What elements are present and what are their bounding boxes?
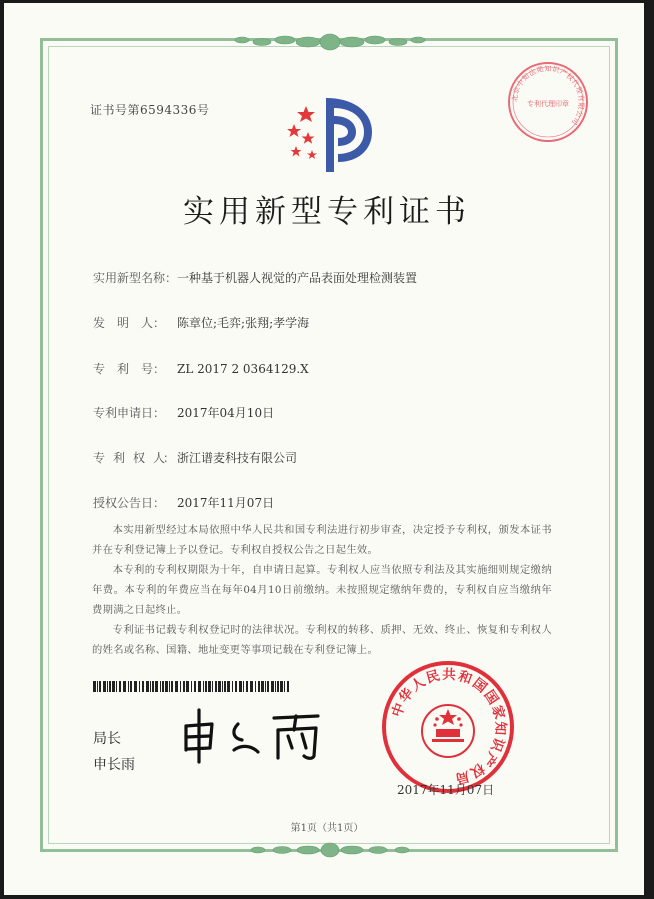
- barcode-bar: [194, 681, 196, 692]
- barcode-bar: [93, 681, 96, 692]
- barcode-bar: [255, 681, 256, 692]
- barcode-bar: [284, 681, 285, 692]
- svg-text:中华人民共和国国家知识产权局: [388, 667, 509, 787]
- certificate-number: 证书号第6594336号: [90, 103, 210, 117]
- barcode-bar: [243, 681, 244, 692]
- field-label: 专 利 权 人：: [93, 451, 174, 465]
- agent-stamp: [506, 60, 590, 144]
- barcode-bar: [215, 681, 217, 692]
- barcode-bar: [222, 681, 223, 692]
- seal-date: 2017年11月07日: [397, 783, 495, 797]
- barcode-bar: [261, 681, 264, 692]
- barcode-bar: [246, 681, 248, 692]
- field-utility-model-name: [93, 269, 417, 286]
- field-application-date: [93, 404, 274, 421]
- barcode-bar: [198, 681, 201, 692]
- barcode-bar: [175, 681, 178, 692]
- barcode-bar: [139, 681, 140, 692]
- barcode-bar: [171, 681, 173, 692]
- barcode-bar: [250, 681, 253, 692]
- barcode-bar: [280, 681, 283, 692]
- barcode-bar: [169, 681, 170, 692]
- official-seal: [380, 659, 516, 795]
- field-label: 专利申请日：: [93, 406, 166, 420]
- barcode-bar: [162, 681, 164, 692]
- field-label: 实用新型名称：: [93, 271, 178, 285]
- barcode-bar: [109, 681, 111, 692]
- barcode-bar: [218, 681, 221, 692]
- barcode-bar: [287, 681, 289, 692]
- barcode-bar: [186, 681, 189, 692]
- field-inventors: [93, 314, 309, 331]
- barcode-bar: [191, 681, 192, 692]
- field-patentee: [93, 449, 297, 466]
- barcode-bar: [239, 681, 242, 692]
- barcode-bar: [97, 681, 98, 692]
- barcode-bar: [265, 681, 266, 692]
- signatory-title: 局长: [93, 731, 121, 747]
- barcode-bar: [150, 681, 151, 692]
- field-value: 2017年04月10日: [177, 406, 275, 420]
- floral-ornament-top: [230, 28, 430, 56]
- barcode-bar: [128, 681, 129, 692]
- barcode-bar: [227, 681, 230, 692]
- barcode-bar: [224, 681, 226, 692]
- barcode-bar: [130, 681, 132, 692]
- seal-ring-text: 中华人民共和国国家知识产权局: [388, 666, 509, 787]
- barcode-bar: [275, 681, 276, 692]
- barcode-bar: [123, 681, 126, 692]
- body-paragraph-3: 专利证书记载专利权登记时的法律状况。专利权的转移、质押、无效、终止、恢复和专利权人的姓名或名称、国籍、地址变更等事项记载在专利登记簿上。: [92, 624, 552, 656]
- field-value: 陈章位;毛弈;张翔;孝学海: [177, 316, 310, 330]
- barcode-bar: [208, 681, 211, 692]
- national-emblem-icon: [422, 705, 474, 757]
- barcode-bar: [112, 681, 115, 692]
- barcode-bar: [180, 681, 181, 692]
- barcode-bar: [212, 681, 213, 692]
- barcode-bar: [271, 681, 274, 692]
- field-label: 发 明 人：: [93, 316, 166, 330]
- barcode-bar: [235, 681, 237, 692]
- barcode-bar: [155, 681, 158, 692]
- body-paragraph-1: 本实用新型经过本局依照中华人民共和国专利法进行初步审查，决定授予专利权，颁发本证书并在专利登记簿上予以登记。专利权自授权公告之日起生效。: [92, 524, 552, 556]
- barcode-bar: [116, 681, 117, 692]
- barcode-bar: [267, 681, 269, 692]
- barcode: [93, 681, 293, 692]
- signatory-name: 申长雨: [93, 757, 135, 773]
- field-patent-number: [93, 360, 309, 377]
- barcode-bar: [119, 681, 121, 692]
- barcode-bar: [165, 681, 168, 692]
- barcode-bar: [232, 681, 233, 692]
- floral-ornament-bottom: [230, 838, 430, 862]
- field-value: ZL 2017 2 0364129.X: [177, 362, 309, 376]
- body-paragraph-2: 本专利的专利权期限为十年，自申请日起算。专利权人应当依照专利法及其实施细则规定缴纳年费。本专利的年费应当在每年04月10日前缴纳。未按照规定缴纳年费的，专利权自应当缴纳年费期满之日起终止。: [92, 564, 552, 616]
- page-footer: 第1页（共1页）: [290, 823, 364, 834]
- barcode-bar: [146, 681, 149, 692]
- agent-stamp-ring-text: 北京中知法苑知识产权代理有限公司: [510, 64, 586, 127]
- barcode-bar: [107, 681, 108, 692]
- field-grant-date: [93, 494, 274, 511]
- handwritten-signature: [178, 704, 328, 764]
- certificate-body: [92, 520, 552, 660]
- field-label: 授权公告日：: [93, 496, 166, 510]
- barcode-bar: [205, 681, 207, 692]
- barcode-bar: [142, 681, 144, 692]
- field-value: 2017年11月07日: [177, 496, 275, 510]
- barcode-bar: [103, 681, 106, 692]
- barcode-bar: [203, 681, 204, 692]
- agent-stamp-center-text: 专利代理印章: [527, 100, 569, 108]
- field-label: 专 利 号：: [93, 362, 166, 376]
- certificate-title: 实用新型专利证书: [183, 194, 471, 230]
- field-value: 一种基于机器人视觉的产品表面处理检测装置: [177, 271, 418, 285]
- barcode-bar: [99, 681, 101, 692]
- barcode-bar: [152, 681, 154, 692]
- barcode-bar: [258, 681, 260, 692]
- barcode-bar: [134, 681, 137, 692]
- barcode-bar: [277, 681, 279, 692]
- field-value: 浙江谱麦科技有限公司: [177, 451, 298, 465]
- patent-office-logo-icon: [282, 88, 378, 178]
- barcode-bar: [183, 681, 185, 692]
- barcode-bar: [160, 681, 161, 692]
